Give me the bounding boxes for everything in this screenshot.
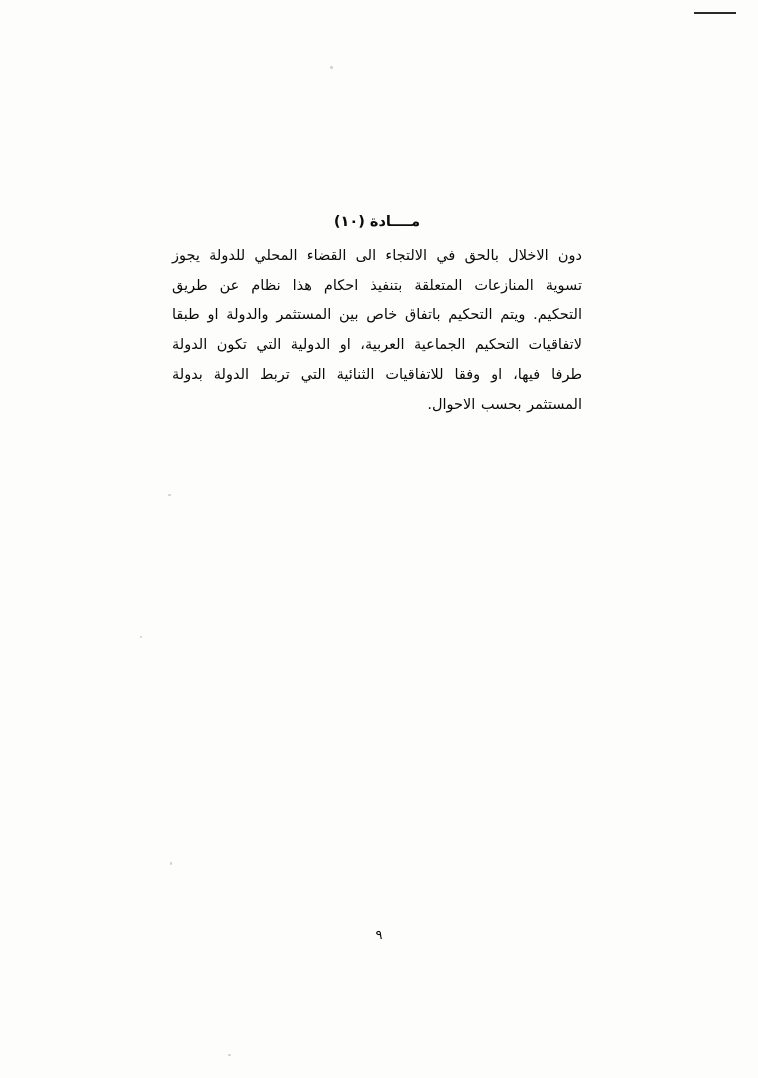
article-body-paragraph: دون الاخلال بالحق في الالتجاء الى القضاء المحلي للدولة يجوز تسوية المنازعات المتعلقة بتنفيذ احكام هذا نظام عن طريق التحكيم. ويتم التحكيم باتفاق خاص بين المستثمر والدولة او طبقا لاتفاقيات التحكيم الجماعية العربية، او الدولية التي تكون الدولة طرفا فيها، او وفقا للاتفاقيات الثنائية التي تربط الدولة بدولة المستثمر بحسب الاحوال. — [172, 248, 582, 413]
corner-rule-mark — [694, 12, 736, 14]
scan-speck — [168, 494, 171, 496]
article-heading: مــــادة (١٠) — [333, 214, 421, 230]
scan-speck — [228, 1054, 231, 1056]
scan-speck — [330, 66, 333, 69]
scan-speck — [140, 636, 142, 638]
scan-speck — [170, 862, 172, 865]
article-block — [0, 214, 758, 420]
page-number: ٩ — [375, 928, 383, 943]
